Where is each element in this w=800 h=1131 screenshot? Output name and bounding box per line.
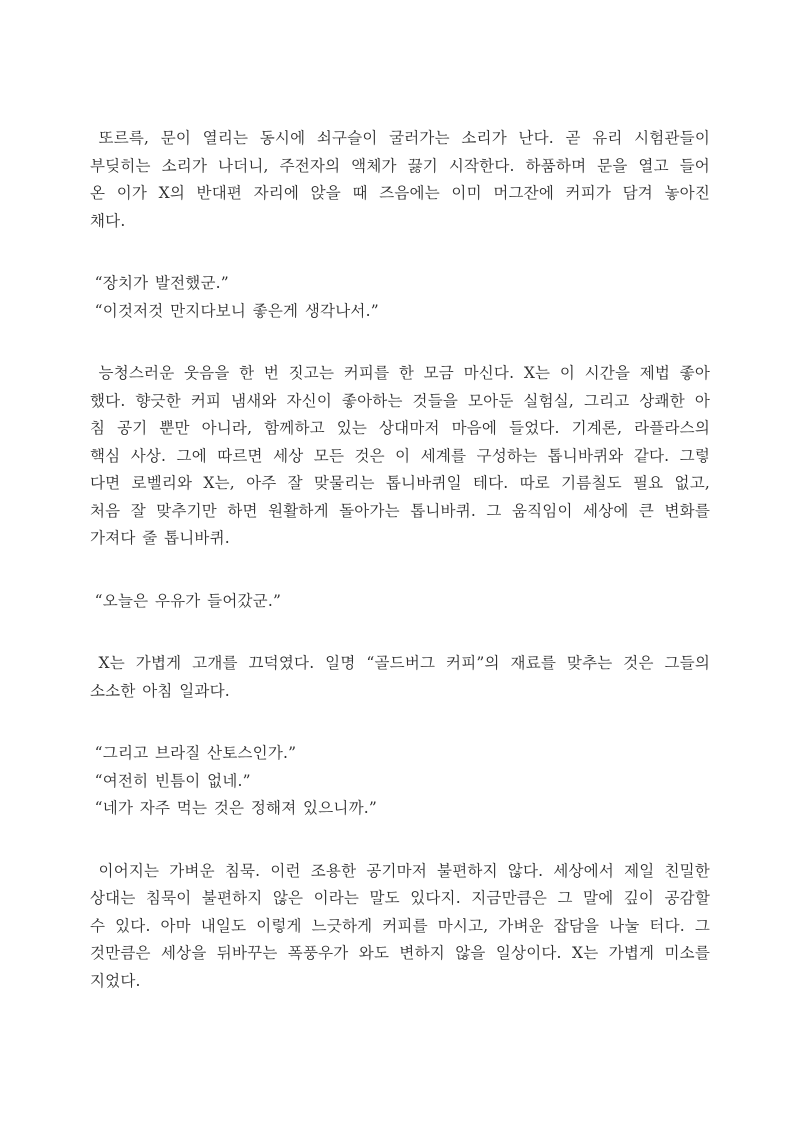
text-line: “장치가 발전했군.” bbox=[94, 274, 229, 292]
text-line: “이것저것 만지다보니 좋은게 생각나서.” bbox=[94, 301, 379, 320]
paragraph bbox=[90, 858, 710, 996]
text-line: 가져다 줄 톱니바퀴. bbox=[90, 529, 230, 547]
text-line: 다면 로벨리와 X는, 아주 잘 맞물리는 톱니바퀴일 테다. 따로 기름칠도 필요 없고, bbox=[90, 474, 710, 492]
text-line: 핵심 사상. 그에 따르면 세상 모든 것은 이 세계를 구성하는 톱니바퀴와 같다. 그렇 bbox=[90, 446, 710, 465]
dialogue-block bbox=[90, 588, 710, 616]
text-line: 것만큼은 세상을 뒤바꾸는 폭풍우가 와도 변하지 않을 일상이다. X는 가볍게 미소를 bbox=[90, 944, 710, 962]
text-line: 지었다. bbox=[90, 971, 141, 990]
text-line: X는 가볍게 고개를 끄덕였다. 일명 “골드버그 커피”의 재료를 맞추는 것은 그들의 bbox=[98, 654, 710, 672]
text-line: 처음 잘 맞추기만 하면 원활하게 돌아가는 톱니바퀴. 그 움직임이 세상에 큰 변화를 bbox=[90, 501, 710, 520]
text-line: “오늘은 우유가 들어갔군.” bbox=[94, 591, 282, 610]
document-page bbox=[90, 125, 710, 995]
text-line: “그리고 브라질 산토스인가.” bbox=[94, 744, 297, 762]
dialogue-block bbox=[90, 740, 710, 823]
text-line: “여전히 빈틈이 없네.” bbox=[94, 771, 251, 790]
dialogue-block bbox=[90, 270, 710, 325]
text-line: 또르륵, 문이 열리는 동시에 쇠구슬이 굴러가는 소리가 난다. 곧 유리 시험관들이 bbox=[98, 129, 710, 147]
text-line: “네가 자주 먹는 것은 정해져 있으니까.” bbox=[94, 799, 377, 817]
text-line: 수 있다. 아마 내일도 이렇게 느긋하게 커피를 마시고, 가벼운 잡담을 나눌 터다. 그 bbox=[90, 916, 710, 935]
text-line: 부딪히는 소리가 나더니, 주전자의 액체가 끓기 시작한다. 하품하며 문을 열고 들어 bbox=[90, 156, 710, 175]
text-line: 상대는 침묵이 불편하지 않은 이라는 말도 있다지. 지금만큼은 그 말에 깊이 공감할 bbox=[90, 889, 710, 907]
text-line: 온 이가 X의 반대편 자리에 앉을 때 즈음에는 이미 머그잔에 커피가 담겨 놓아진 bbox=[90, 184, 710, 202]
text-line: 채다. bbox=[90, 211, 126, 230]
paragraph bbox=[90, 360, 710, 553]
text-line: 했다. 향긋한 커피 냄새와 자신이 좋아하는 것들을 모아둔 실험실, 그리고 상쾌한 아 bbox=[90, 391, 710, 410]
text-line: 침 공기 뿐만 아니라, 함께하고 있는 상대마저 마음에 들었다. 기계론, 라플라스의 bbox=[90, 419, 710, 437]
text-line: 이어지는 가벼운 침묵. 이런 조용한 공기마저 불편하지 않다. 세상에서 제일 친밀한 bbox=[98, 861, 710, 880]
paragraph bbox=[90, 125, 710, 235]
text-line: 능청스러운 웃음을 한 번 짓고는 커피를 한 모금 마신다. X는 이 시간을 제법 좋아 bbox=[98, 364, 710, 382]
paragraph bbox=[90, 650, 710, 705]
text-line: 소소한 아침 일과다. bbox=[90, 681, 230, 700]
